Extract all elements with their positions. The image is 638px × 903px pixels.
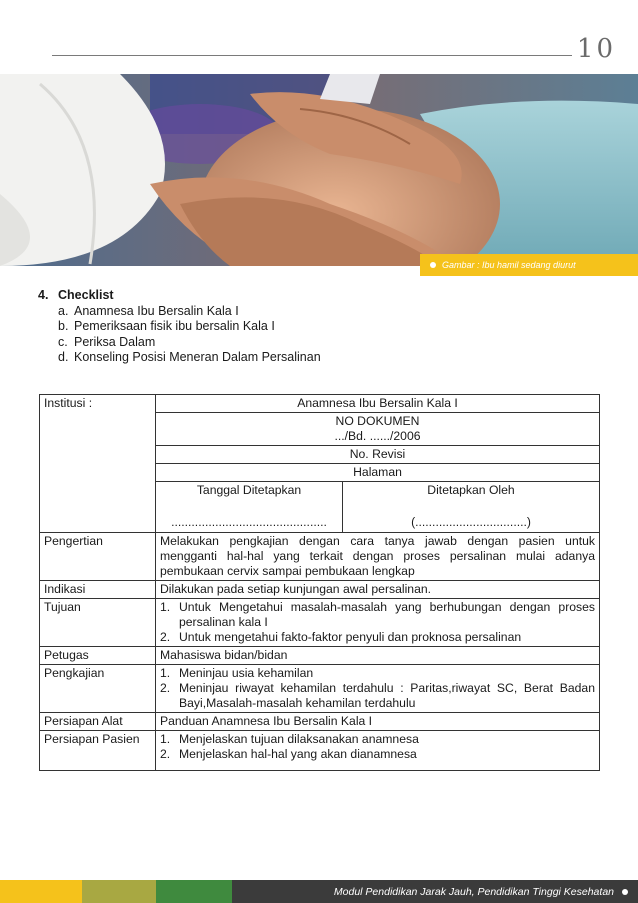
- page-number: 10: [576, 34, 616, 64]
- list-letter: a.: [58, 303, 69, 318]
- photo-illustration: [0, 74, 638, 266]
- checklist-section: [38, 288, 321, 366]
- doc-title: Anamnesa Ibu Bersalin Kala I: [156, 395, 600, 413]
- footer-stripe-green: [156, 880, 232, 903]
- persiapan-alat-text: Panduan Anamnesa Ibu Bersalin Kala I: [156, 713, 600, 731]
- checklist-item: [58, 304, 321, 320]
- list-number: 1.: [160, 600, 171, 614]
- list-letter: d.: [58, 350, 69, 364]
- institusi-label: Institusi :: [40, 395, 156, 533]
- list-text: Meninjau usia kehamilan: [179, 666, 314, 680]
- no-dokumen-value: .../Bd. ....../2006: [334, 429, 421, 443]
- list-item: [160, 600, 595, 630]
- checklist-list: [38, 304, 321, 366]
- footer-stripe-olive: [82, 880, 156, 903]
- list-text: Anamnesa Ibu Bersalin Kala I: [74, 303, 239, 318]
- ditetapkan-label: Ditetapkan Oleh: [427, 483, 515, 497]
- tujuan-cell: [156, 599, 600, 647]
- list-text: Menjelaskan tujuan dilaksanakan anamnesa: [179, 732, 419, 746]
- ditetapkan-value: (.................................): [411, 515, 531, 529]
- tanggal-label: Tanggal Ditetapkan: [196, 483, 302, 497]
- list-number: 2.: [160, 630, 171, 644]
- petugas-text: Mahasiswa bidan/bidan: [156, 647, 600, 665]
- indikasi-text: Dilakukan pada setiap kunjungan awal persalinan.: [156, 581, 600, 599]
- footer-bullet-icon: [622, 889, 628, 895]
- no-dokumen-label: NO DOKUMEN: [335, 414, 420, 428]
- photo-caption-text: Gambar : Ibu hamil sedang diurut: [442, 260, 576, 270]
- persiapan-pasien-list: [160, 732, 595, 762]
- list-number: 1.: [160, 666, 171, 680]
- list-text: Menjelaskan hal-hal yang akan dianamnesa: [179, 747, 417, 761]
- pengertian-text: Melakukan pengkajian dengan cara tanya jawab dengan pasien untuk mengganti hal-hal yang terkait dengan proses persalinan mulai adanya pembukaan cervix sampai pembukaan lengkap: [156, 533, 600, 581]
- list-number: 2.: [160, 747, 171, 761]
- checklist-heading: [38, 288, 321, 304]
- pengkajian-list: [160, 666, 595, 711]
- caption-bullet-icon: [430, 262, 436, 268]
- header-rule: [52, 55, 572, 56]
- list-item: [160, 681, 595, 711]
- photo-caption: [420, 254, 638, 276]
- checklist-item: [58, 319, 321, 335]
- no-revisi: No. Revisi: [156, 446, 600, 464]
- pengkajian-cell: [156, 665, 600, 713]
- tujuan-list: [160, 600, 595, 645]
- petugas-label: Petugas: [40, 647, 156, 665]
- list-text: Konseling Posisi Meneran Dalam Persalinan: [74, 350, 321, 364]
- list-number: 1.: [160, 732, 171, 746]
- persiapan-pasien-cell: [156, 731, 600, 771]
- pengertian-label: Pengertian: [40, 533, 156, 581]
- list-item: [160, 732, 595, 747]
- checklist-number: 4.: [38, 288, 49, 302]
- photo-pregnant-woman-massage: [0, 74, 638, 266]
- list-text: Untuk Mengetahui masalah-masalah yang berhubungan dengan proses persalinan kala I: [179, 600, 595, 629]
- halaman: Halaman: [156, 464, 600, 482]
- tanggal-ditetapkan-cell: [156, 482, 343, 533]
- list-letter: c.: [58, 334, 68, 349]
- footer-text: Modul Pendidikan Jarak Jauh, Pendidikan Tinggi Kesehatan: [333, 885, 614, 898]
- list-item: [160, 747, 595, 762]
- indikasi-label: Indikasi: [40, 581, 156, 599]
- footer-bar: [0, 880, 638, 903]
- list-text: Pemeriksaan fisik ibu bersalin Kala I: [74, 319, 275, 333]
- persiapan-alat-label: Persiapan Alat: [40, 713, 156, 731]
- tanggal-value: ..............................................: [171, 515, 327, 529]
- list-text: Periksa Dalam: [74, 334, 156, 349]
- footer-stripe-yellow: [0, 880, 82, 903]
- checklist-item: [58, 335, 321, 351]
- list-text: Untuk mengetahui fakto-faktor penyuli dan proknosa persalinan: [179, 630, 522, 644]
- checklist-title: Checklist: [58, 288, 114, 302]
- sop-table: [39, 394, 600, 771]
- tujuan-label: Tujuan: [40, 599, 156, 647]
- list-text: Meninjau riwayat kehamilan terdahulu : Paritas,riwayat SC, Berat Badan Bayi,Masalah-masalah kehamilan terdahulu: [179, 681, 595, 710]
- footer-stripe-dark: [232, 880, 638, 903]
- checklist-item: [58, 350, 321, 366]
- persiapan-pasien-label: Persiapan Pasien: [40, 731, 156, 771]
- list-item: [160, 666, 595, 681]
- list-item: [160, 630, 595, 645]
- list-number: 2.: [160, 681, 171, 695]
- pengkajian-label: Pengkajian: [40, 665, 156, 713]
- ditetapkan-oleh-cell: [343, 482, 600, 533]
- no-dokumen-cell: [156, 413, 600, 446]
- list-letter: b.: [58, 319, 69, 333]
